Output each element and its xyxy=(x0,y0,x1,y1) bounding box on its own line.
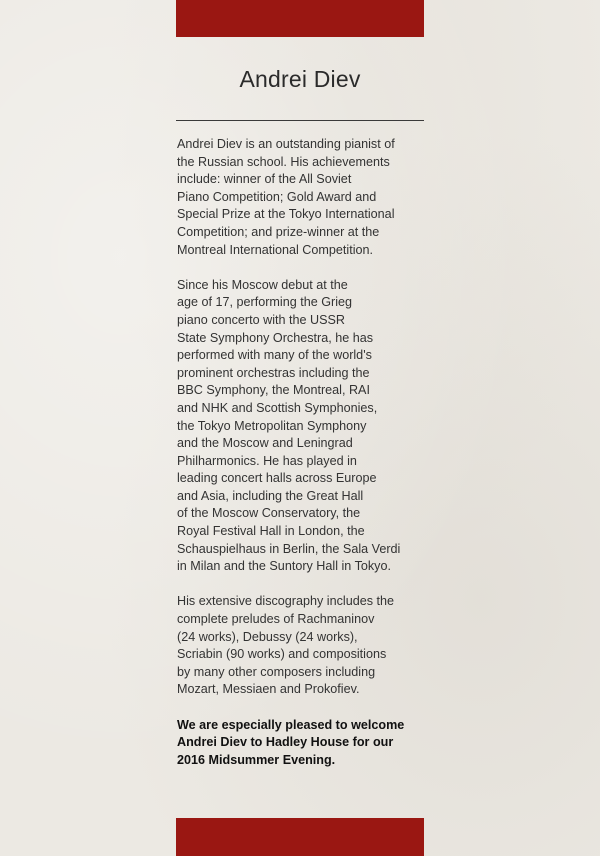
bio-paragraph-discography xyxy=(177,593,427,699)
text-line: performed with many of the world's xyxy=(177,348,372,363)
text-line: Andrei Diev to Hadley House for our xyxy=(177,735,394,750)
text-line: We are especially pleased to welcome xyxy=(177,717,405,732)
text-line: State Symphony Orchestra, he has xyxy=(177,330,374,345)
text-line: Piano Competition; Gold Award and xyxy=(177,189,377,204)
text-line: Scriabin (90 works) and compositions xyxy=(177,647,387,662)
text-line: Special Prize at the Tokyo International xyxy=(177,207,395,222)
text-line: leading concert halls across Europe xyxy=(177,471,377,486)
text-line: and the Moscow and Leningrad xyxy=(177,436,353,451)
text-line: Schauspielhaus in Berlin, the Sala Verdi xyxy=(177,541,401,556)
text-line: and Asia, including the Great Hall xyxy=(177,488,364,503)
text-line: His extensive discography includes the xyxy=(177,594,395,609)
bottom-accent-band xyxy=(176,818,424,856)
text-line: Since his Moscow debut at the xyxy=(177,277,348,292)
text-line: BBC Symphony, the Montreal, RAI xyxy=(177,383,370,398)
text-line: Montreal International Competition. xyxy=(177,242,374,257)
text-line: Royal Festival Hall in London, the xyxy=(177,524,365,539)
biography-text xyxy=(177,136,427,787)
bio-paragraph-career xyxy=(177,277,427,576)
closing-welcome xyxy=(177,717,427,770)
text-line: complete preludes of Rachmaninov xyxy=(177,612,375,627)
text-line: (24 works), Debussy (24 works), xyxy=(177,629,358,644)
bio-paragraph-achievements xyxy=(177,136,427,259)
text-line: piano concerto with the USSR xyxy=(177,312,346,327)
top-accent-band xyxy=(176,0,424,37)
text-line: Philharmonics. He has played in xyxy=(177,453,357,468)
page-title: Andrei Diev xyxy=(239,66,361,92)
text-line: include: winner of the All Soviet xyxy=(177,172,352,187)
text-line: the Tokyo Metropolitan Symphony xyxy=(177,418,367,433)
text-line: Andrei Diev is an outstanding pianist of xyxy=(177,137,395,151)
text-line: age of 17, performing the Grieg xyxy=(177,295,353,310)
text-line: prominent orchestras including the xyxy=(177,365,370,380)
text-line: the Russian school. His achievements xyxy=(177,154,390,169)
text-line: 2016 Midsummer Evening. xyxy=(177,752,336,767)
text-line: of the Moscow Conservatory, the xyxy=(177,506,361,521)
text-line: and NHK and Scottish Symphonies, xyxy=(177,400,378,415)
text-line: Competition; and prize-winner at the xyxy=(177,224,380,239)
title-divider xyxy=(176,120,424,121)
text-line: Mozart, Messiaen and Prokofiev. xyxy=(177,682,360,697)
text-line: by many other composers including xyxy=(177,664,376,679)
text-line: in Milan and the Suntory Hall in Tokyo. xyxy=(177,559,391,574)
